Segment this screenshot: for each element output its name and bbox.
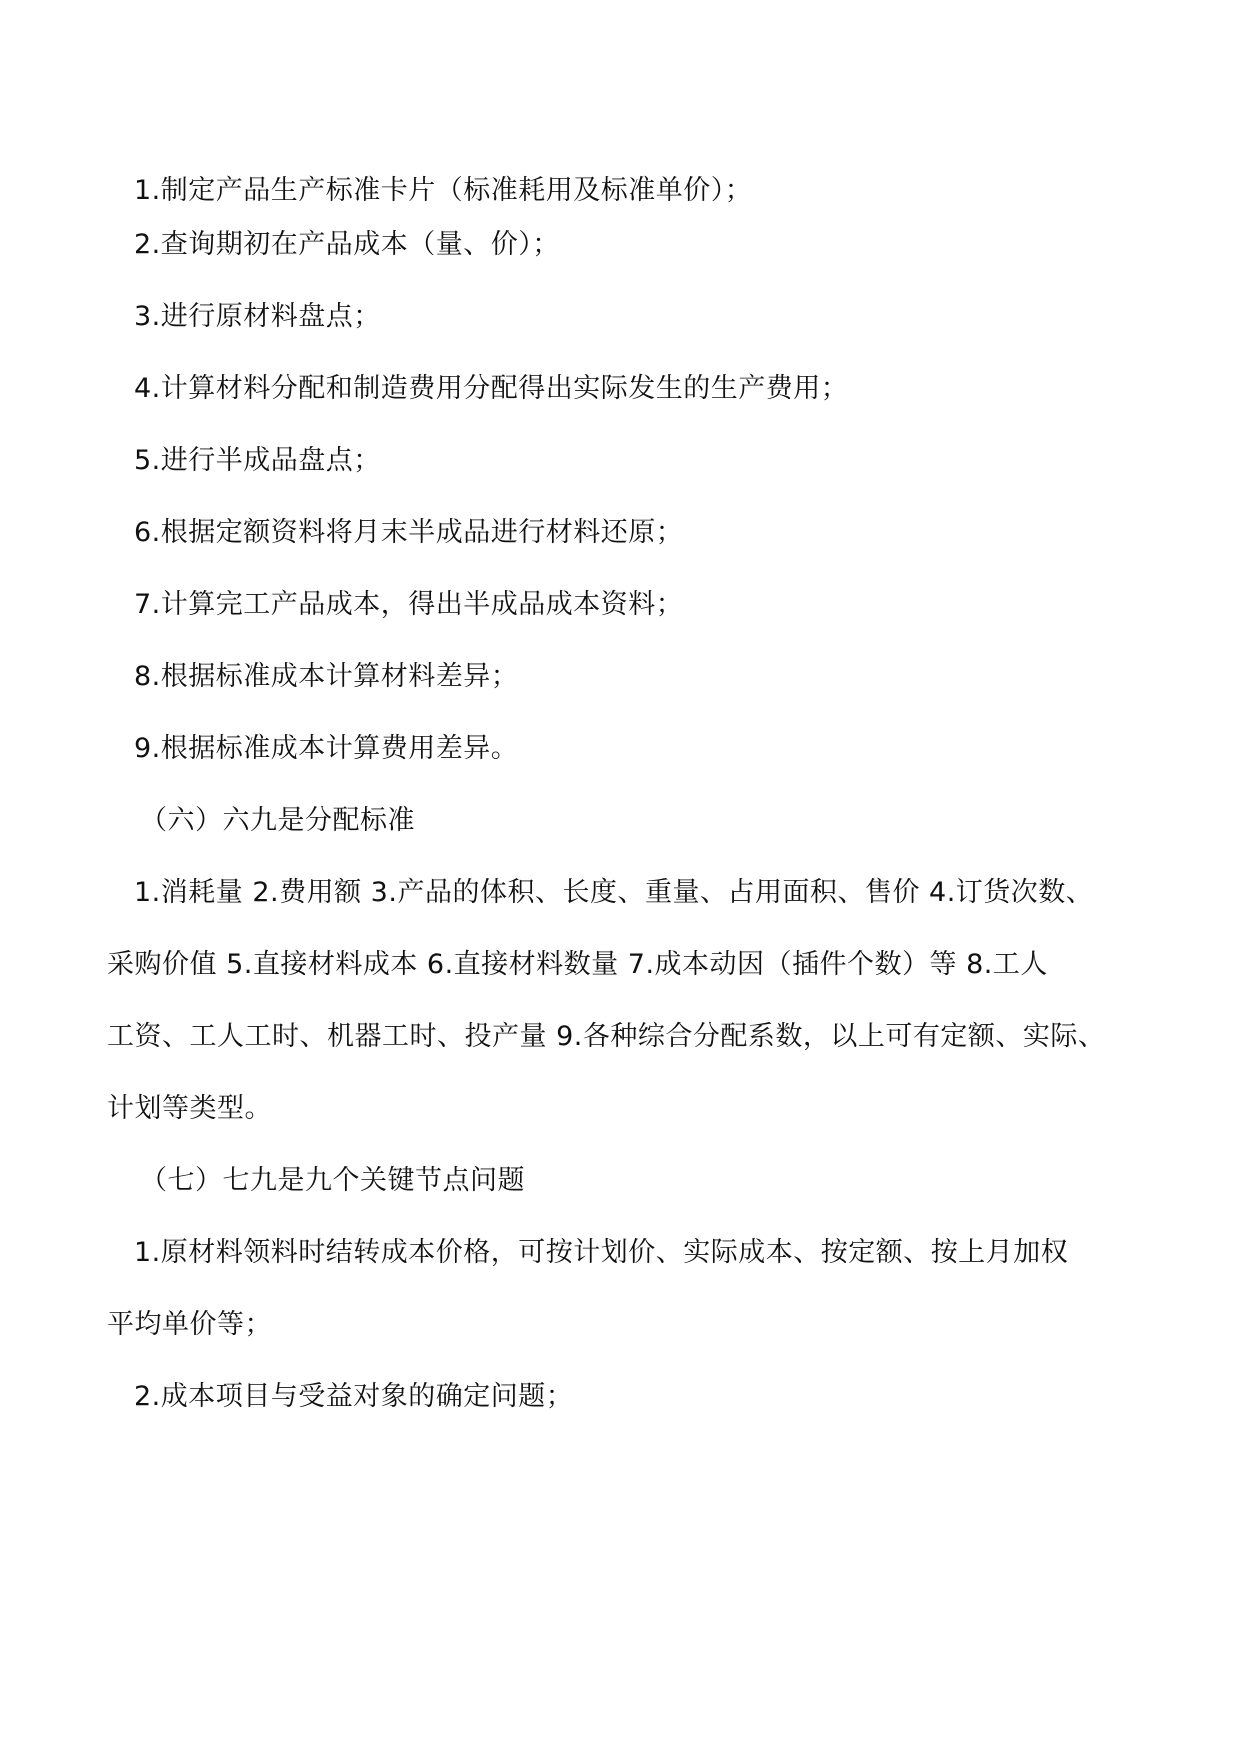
step-2: 2.查询期初在产品成本（量、价）； bbox=[134, 229, 560, 260]
section-7-item-1-line-2: 平均单价等； bbox=[107, 1309, 272, 1340]
step-3: 3.进行原材料盘点； bbox=[134, 301, 381, 332]
section-6-line-4: 计划等类型。 bbox=[107, 1093, 272, 1124]
step-5: 5.进行半成品盘点； bbox=[134, 445, 381, 476]
section-7-item-1-line-1: 1.原材料领料时结转成本价格，可按计划价、实际成本、按定额、按上月加权 bbox=[134, 1237, 1069, 1268]
step-9: 9.根据标准成本计算费用差异。 bbox=[134, 733, 519, 764]
step-4: 4.计算材料分配和制造费用分配得出实际发生的生产费用； bbox=[134, 373, 849, 404]
step-1: 1.制定产品生产标准卡片（标准耗用及标准单价）； bbox=[134, 175, 753, 206]
section-6-heading: （六）六九是分配标准 bbox=[140, 805, 415, 836]
section-6-line-3: 工资、工人工时、机器工时、投产量 9.各种综合分配系数，以上可有定额、实际、 bbox=[107, 1021, 1106, 1052]
section-6-line-1: 1.消耗量 2.费用额 3.产品的体积、长度、重量、占用面积、售价 4.订货次数、 bbox=[134, 877, 1094, 908]
step-7: 7.计算完工产品成本，得出半成品成本资料； bbox=[134, 589, 684, 620]
section-6-line-2: 采购价值 5.直接材料成本 6.直接材料数量 7.成本动因（插件个数）等 8.工人 bbox=[107, 949, 1048, 980]
step-6: 6.根据定额资料将月末半成品进行材料还原； bbox=[134, 517, 684, 548]
section-7-heading: （七）七九是九个关键节点问题 bbox=[140, 1165, 525, 1196]
step-8: 8.根据标准成本计算材料差异； bbox=[134, 661, 519, 692]
section-7-item-2: 2.成本项目与受益对象的确定问题； bbox=[134, 1381, 574, 1412]
